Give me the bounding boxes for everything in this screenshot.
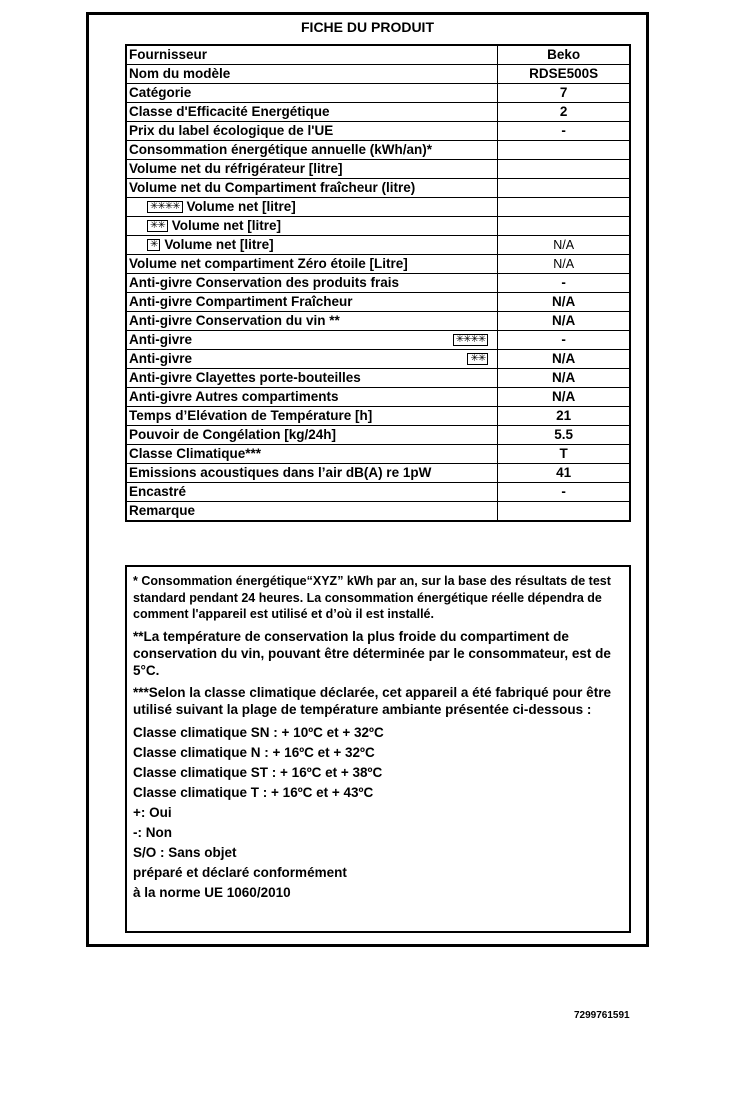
row-label <box>126 217 498 236</box>
star-rating-icon: ✳✳✳✳ <box>147 201 183 213</box>
row-label-text: Temps d’Elévation de Température [h] <box>129 408 373 423</box>
row-value: 21 <box>498 407 630 426</box>
note-line: Classe climatique ST : + 16ºC et + 38ºC <box>133 764 383 780</box>
note-line: Classe climatique SN : + 10ºC et + 32ºC <box>133 724 384 740</box>
star-rating-icon: ✳✳ <box>147 220 168 232</box>
row-value: N/A <box>498 236 630 255</box>
table-row <box>126 331 630 350</box>
row-label <box>126 312 498 331</box>
note-line: -: Non <box>133 824 172 840</box>
row-label <box>126 103 498 122</box>
row-value: 7 <box>498 84 630 103</box>
table-row <box>126 350 630 369</box>
row-label <box>126 464 498 483</box>
row-value: T <box>498 445 630 464</box>
table-row <box>126 141 630 160</box>
note-line: +: Oui <box>133 804 172 820</box>
notes-box <box>125 565 631 933</box>
row-label-text: Anti-givre Conservation des produits frais <box>129 275 400 290</box>
row-label <box>126 122 498 141</box>
row-value: - <box>498 274 630 293</box>
row-value: 41 <box>498 464 630 483</box>
table-row <box>126 236 630 255</box>
note-line: à la norme UE 1060/2010 <box>133 884 291 900</box>
note-line: S/O : Sans objet <box>133 844 237 860</box>
table-row <box>126 217 630 236</box>
row-value <box>498 179 630 198</box>
table-row <box>126 65 630 84</box>
row-label-text: Prix du label écologique de l'UE <box>129 123 334 138</box>
row-label <box>126 426 498 445</box>
product-sheet <box>86 12 649 947</box>
row-label <box>126 293 498 312</box>
row-label-text: Volume net [litre] <box>186 199 296 214</box>
row-value <box>498 160 630 179</box>
row-label <box>126 179 498 198</box>
row-label-text: Anti-givre Compartiment Fraîcheur <box>129 294 353 309</box>
table-row <box>126 84 630 103</box>
row-value <box>498 502 630 522</box>
star-rating-icon: ✳✳ <box>467 353 488 365</box>
row-label-text: Anti-givre Clayettes porte-bouteilles <box>129 370 361 385</box>
note-line: Classe climatique T : + 16ºC et + 43ºC <box>133 784 374 800</box>
table-row <box>126 445 630 464</box>
row-label <box>126 274 498 293</box>
row-value: 5.5 <box>498 426 630 445</box>
row-label <box>126 236 498 255</box>
row-label-text: Remarque <box>129 503 196 518</box>
table-row <box>126 407 630 426</box>
note-energy: * Consommation énergétique“XYZ” kWh par an, sur la base des résultats de test standard pendant 24 heures. La consommation énergétique réelle dépendra de comment l'appareil est utilisé et d’où il est installé. <box>133 574 611 621</box>
row-label-text: Emissions acoustiques dans l’air dB(A) re 1pW <box>129 465 432 480</box>
row-value: RDSE500S <box>498 65 630 84</box>
row-label <box>126 502 498 522</box>
table-row <box>126 369 630 388</box>
table-row <box>126 464 630 483</box>
row-label <box>126 388 498 407</box>
note-line: Classe climatique N : + 16ºC et + 32ºC <box>133 744 375 760</box>
table-row <box>126 255 630 274</box>
note-climate: ***Selon la classe climatique déclarée, cet appareil a été fabriqué pour être utilisé suivant la plage de température ambiante présentée ci-dessous : <box>133 684 611 717</box>
table-row <box>126 483 630 502</box>
row-label-text: Volume net compartiment Zéro étoile [Litre] <box>129 256 408 271</box>
row-label <box>126 141 498 160</box>
row-label <box>126 255 498 274</box>
row-label-text: Classe d'Efficacité Energétique <box>129 104 330 119</box>
row-value: - <box>498 122 630 141</box>
row-label <box>126 350 498 369</box>
row-value: N/A <box>498 350 630 369</box>
row-label <box>126 369 498 388</box>
table-row <box>126 198 630 217</box>
row-label-text: Anti-givre <box>129 332 193 347</box>
row-label <box>126 198 498 217</box>
table-row <box>126 179 630 198</box>
star-rating-icon: ✳ <box>147 239 160 251</box>
row-value: - <box>498 331 630 350</box>
row-value: N/A <box>498 255 630 274</box>
row-value <box>498 217 630 236</box>
row-label-text: Volume net du réfrigérateur [litre] <box>129 161 343 176</box>
row-value: N/A <box>498 293 630 312</box>
row-value: Beko <box>498 45 630 65</box>
table-row <box>126 274 630 293</box>
row-label-text: Classe Climatique*** <box>129 446 262 461</box>
table-row <box>126 45 630 65</box>
row-value: N/A <box>498 388 630 407</box>
row-label-text: Nom du modèle <box>129 66 231 81</box>
row-label-text: Fournisseur <box>129 47 208 62</box>
row-label-text: Volume net [litre] <box>171 218 282 233</box>
row-value: N/A <box>498 369 630 388</box>
row-value <box>498 198 630 217</box>
table-row <box>126 388 630 407</box>
table-row <box>126 502 630 522</box>
row-label <box>126 160 498 179</box>
note-wine: **La température de conservation la plus froide du compartiment de conservation du vin, pouvant être déterminée par le consommateur, est de 5°C. <box>133 628 611 678</box>
note-line: préparé et déclaré conformément <box>133 864 347 880</box>
row-label-text: Consommation énergétique annuelle (kWh/an)* <box>129 142 433 157</box>
product-table <box>125 44 631 522</box>
row-label <box>126 45 498 65</box>
table-row <box>126 160 630 179</box>
row-label-text: Volume net du Compartiment fraîcheur (litre) <box>129 180 416 195</box>
row-label <box>126 65 498 84</box>
row-label <box>126 483 498 502</box>
row-value <box>498 141 630 160</box>
climate-lines <box>133 723 623 903</box>
row-label <box>126 407 498 426</box>
table-row <box>126 426 630 445</box>
row-label <box>126 331 498 350</box>
row-label-text: Encastré <box>129 484 187 499</box>
document-code: 7299761591 <box>574 1010 630 1021</box>
table-row <box>126 293 630 312</box>
row-value: N/A <box>498 312 630 331</box>
row-value: - <box>498 483 630 502</box>
row-label-text: Anti-givre <box>129 351 193 366</box>
table-row <box>126 122 630 141</box>
page-title: FICHE DU PRODUIT <box>301 19 434 35</box>
row-label <box>126 84 498 103</box>
row-label-text: Pouvoir de Congélation [kg/24h] <box>129 427 337 442</box>
row-label-text: Catégorie <box>129 85 192 100</box>
row-label <box>126 445 498 464</box>
row-label-text: Anti-givre Autres compartiments <box>129 389 339 404</box>
row-label-text: Anti-givre Conservation du vin ** <box>129 313 340 328</box>
row-value: 2 <box>498 103 630 122</box>
row-label-text: Volume net [litre] <box>164 237 274 252</box>
star-rating-icon: ✳✳✳✳ <box>453 334 489 346</box>
table-row <box>126 312 630 331</box>
table-row <box>126 103 630 122</box>
